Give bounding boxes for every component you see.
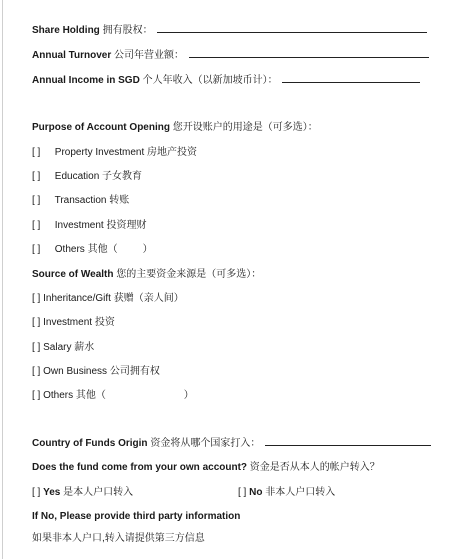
third-party-heading: If No, Please provide third party information: [32, 511, 241, 522]
annual-turnover-row: [32, 48, 429, 62]
checkbox[interactable]: [ ]: [32, 293, 41, 304]
third-party-heading-cn: 如果非本人户口,转入请提供第三方信息: [32, 533, 205, 544]
share-holding-label: Share Holding: [32, 25, 100, 36]
checkbox[interactable]: [ ]: [32, 487, 41, 498]
purpose-option-property[interactable]: [32, 146, 197, 159]
annual-turnover-label: Annual Turnover: [32, 50, 112, 61]
wealth-option-label: Own Business 公司拥有权: [43, 366, 160, 377]
wealth-option-label: Others 其他（ ）: [43, 390, 194, 401]
purpose-option-education[interactable]: [32, 170, 142, 183]
purpose-option-others[interactable]: [32, 243, 153, 256]
purpose-option-label: Education 子女教育: [54, 171, 143, 182]
checkbox[interactable]: [ ]: [32, 195, 41, 206]
wealth-option-own-business[interactable]: [32, 365, 160, 378]
checkbox[interactable]: [ ]: [32, 147, 41, 158]
own-account-cn: 资金是否从本人的帐户转入？: [249, 462, 380, 473]
checkbox[interactable]: [ ]: [32, 317, 41, 328]
annual-turnover-field[interactable]: [189, 48, 429, 58]
country-of-funds-field[interactable]: [265, 436, 431, 446]
wealth-option-investment[interactable]: [32, 316, 115, 329]
purpose-heading-label: Purpose of Account Opening: [32, 122, 170, 133]
no-label: No: [249, 487, 263, 498]
yes-label: Yes: [43, 487, 61, 498]
own-account-yes-option[interactable]: [32, 486, 133, 499]
country-of-funds-row: [32, 436, 431, 450]
checkbox[interactable]: [ ]: [32, 342, 41, 353]
annual-income-row: [32, 73, 420, 87]
share-holding-field[interactable]: [157, 23, 427, 33]
yes-label-cn: 是本人户口转入: [63, 487, 134, 498]
own-account-question: [32, 461, 380, 474]
wealth-heading-cn: 您的主要资金来源是（可多选）：: [116, 269, 262, 280]
wealth-option-label: Investment 投资: [43, 317, 115, 328]
annual-income-label-cn: 个人年收入（以新加坡币计）：: [142, 75, 278, 86]
purpose-option-investment[interactable]: [32, 219, 146, 232]
purpose-option-transaction[interactable]: [32, 194, 129, 207]
purpose-option-label: Transaction 转账: [54, 195, 130, 206]
checkbox[interactable]: [ ]: [32, 220, 41, 231]
wealth-heading-label: Source of Wealth: [32, 269, 114, 280]
annual-turnover-label-cn: 公司年营业额：: [114, 50, 185, 61]
annual-income-label: Annual Income in SGD: [32, 75, 140, 86]
own-account-no-option[interactable]: [238, 486, 335, 499]
purpose-heading: [32, 121, 318, 134]
wealth-option-others[interactable]: [32, 389, 194, 402]
checkbox[interactable]: [ ]: [238, 487, 247, 498]
checkbox[interactable]: [ ]: [32, 171, 41, 182]
purpose-option-label: Investment 投资理财: [54, 220, 147, 231]
checkbox[interactable]: [ ]: [32, 366, 41, 377]
page-edge: [2, 0, 3, 559]
own-account-label: Does the fund come from your own account?: [32, 462, 248, 473]
share-holding-label-cn: 拥有股权：: [102, 25, 153, 36]
purpose-option-label: Others 其他（ ）: [54, 244, 153, 255]
country-of-funds-label: Country of Funds Origin: [32, 438, 148, 449]
purpose-heading-cn: 您开设账户的用途是（可多选）：: [172, 122, 318, 133]
wealth-heading: [32, 268, 261, 281]
purpose-option-label: Property Investment 房地产投资: [54, 147, 198, 158]
wealth-option-inheritance[interactable]: [32, 292, 184, 305]
annual-income-field[interactable]: [282, 73, 420, 83]
country-of-funds-cn: 资金将从哪个国家打入：: [150, 438, 261, 449]
wealth-option-salary[interactable]: [32, 341, 94, 354]
checkbox[interactable]: [ ]: [32, 244, 41, 255]
wealth-option-label: Salary 薪水: [43, 342, 95, 353]
checkbox[interactable]: [ ]: [32, 390, 41, 401]
share-holding-row: [32, 23, 427, 37]
wealth-option-label: Inheritance/Gift 获赠（亲人间）: [43, 293, 184, 304]
no-label-cn: 非本人户口转入: [265, 487, 336, 498]
